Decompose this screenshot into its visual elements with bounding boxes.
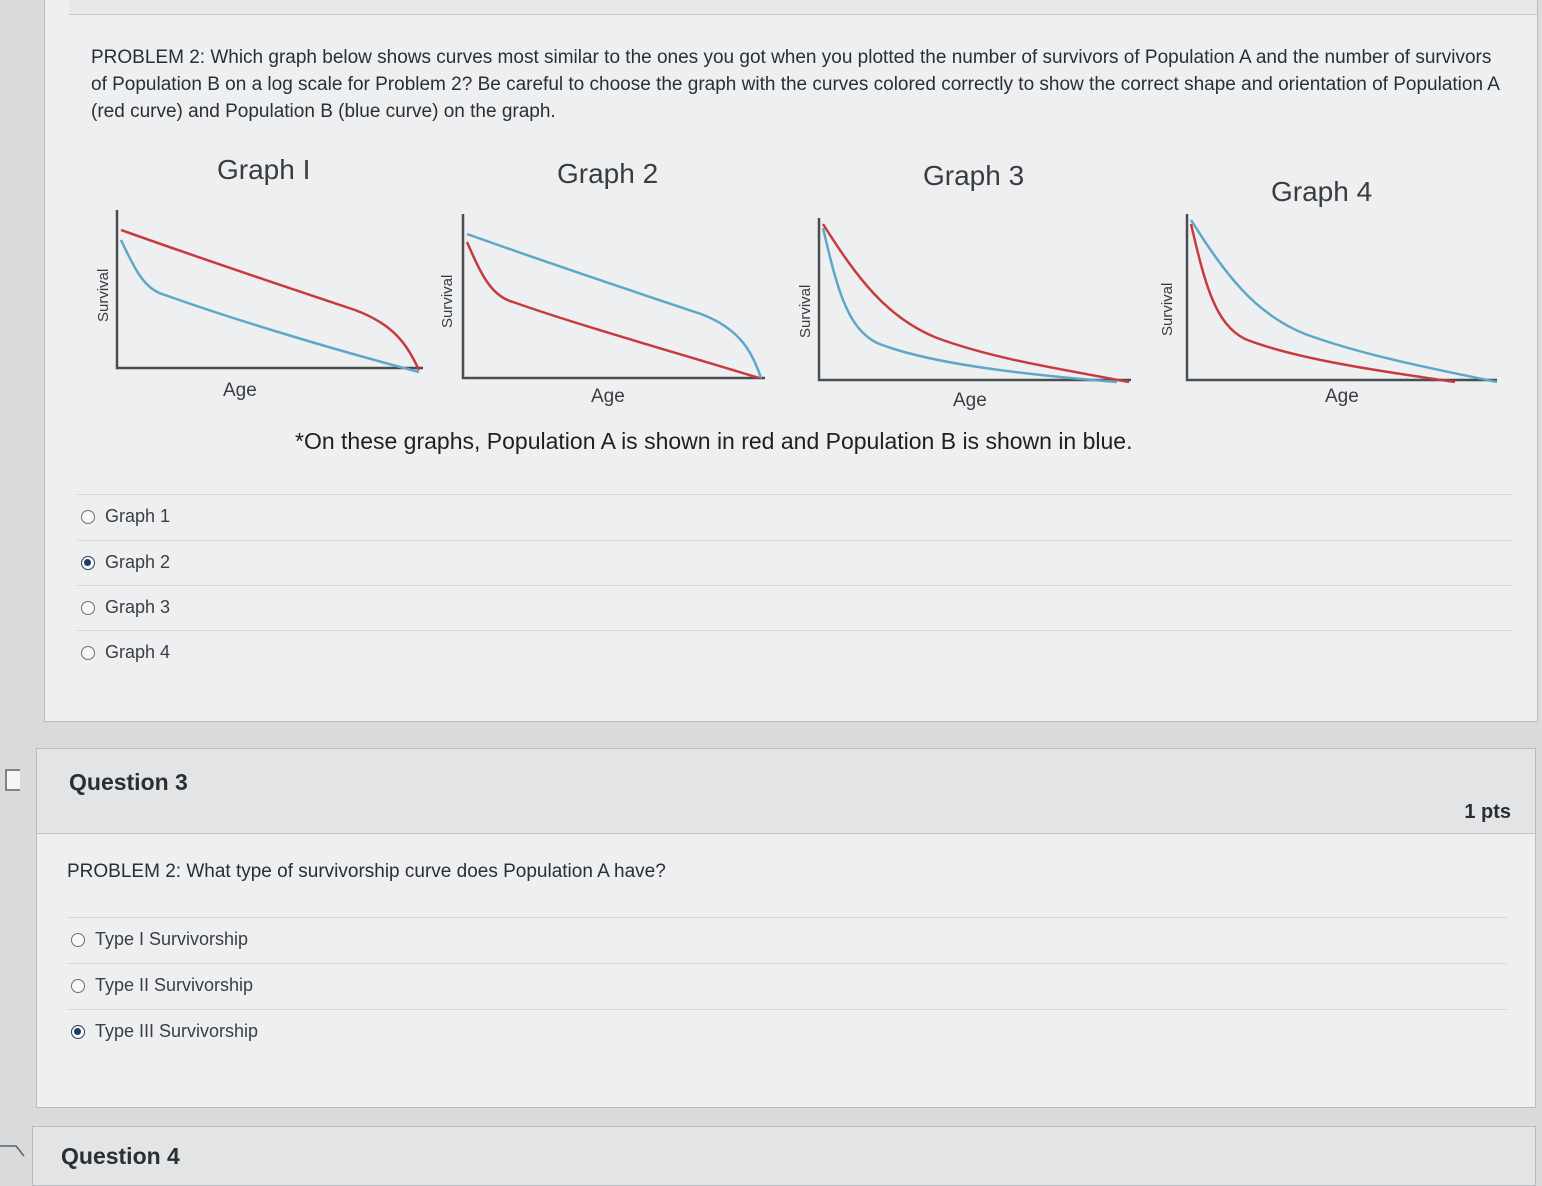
- graph-3-blue-curve: [823, 228, 1117, 382]
- answer-label: Graph 2: [105, 552, 171, 572]
- graph-1-plot: [115, 210, 425, 370]
- radio-type-3[interactable]: [71, 1025, 85, 1039]
- graph-3-xlabel: Age: [953, 390, 987, 411]
- graph-4-ylabel: Survival: [1159, 282, 1176, 336]
- radio-graph-2[interactable]: [81, 556, 95, 570]
- question-4-title: Question 4: [61, 1143, 180, 1169]
- question-3-header: [37, 749, 1535, 834]
- answer-label: Graph 4: [105, 642, 171, 662]
- answer-option-type-3[interactable]: [67, 1009, 1507, 1053]
- graph-3-title: Graph 3: [923, 160, 1025, 191]
- question-4-flag-icon[interactable]: [0, 1144, 28, 1161]
- question-4-card: [32, 1126, 1536, 1186]
- question-3-points: 1 pts: [1464, 801, 1511, 823]
- question-3-card: [36, 748, 1536, 1108]
- graph-2-xlabel: Age: [591, 386, 625, 407]
- radio-graph-3[interactable]: [81, 601, 95, 615]
- graph-2-blue-curve: [467, 234, 761, 378]
- answer-label: Graph 1: [105, 506, 171, 526]
- question-3-flag-icon[interactable]: [4, 768, 20, 792]
- answer-option-graph-4[interactable]: [77, 630, 1513, 674]
- answer-label: Type II Survivorship: [95, 975, 254, 995]
- answer-label: Type III Survivorship: [95, 1021, 259, 1041]
- radio-type-2[interactable]: [71, 979, 85, 993]
- color-legend-note: *On these graphs, Population A is shown in red and Population B is shown in blue.: [295, 428, 1133, 454]
- graph-1-xlabel: Age: [223, 380, 257, 401]
- answer-option-graph-3[interactable]: [77, 585, 1513, 629]
- graph-2-ylabel: Survival: [439, 274, 456, 328]
- graph-4-title: Graph 4: [1271, 176, 1373, 207]
- radio-type-1[interactable]: [71, 933, 85, 947]
- graph-4-blue-curve: [1191, 220, 1497, 382]
- graph-2-title: Graph 2: [557, 158, 659, 189]
- graph-3-red-curve: [823, 224, 1129, 382]
- question-3-prompt: PROBLEM 2: What type of survivorship curve does Population A have?: [67, 861, 666, 882]
- graph-4-xlabel: Age: [1325, 386, 1359, 407]
- question-2-card: [44, 0, 1538, 722]
- answer-label: Graph 3: [105, 597, 171, 617]
- radio-graph-1[interactable]: [81, 510, 95, 524]
- answer-option-type-1[interactable]: [67, 917, 1507, 961]
- graph-3-ylabel: Survival: [797, 284, 814, 338]
- graph-1-ylabel: Survival: [95, 268, 112, 322]
- graph-1-title: Graph I: [217, 154, 311, 185]
- graph-2-red-curve: [467, 242, 759, 378]
- question-2-top-border: [69, 0, 1537, 15]
- graph-4-plot: [1185, 214, 1499, 384]
- answer-option-graph-2[interactable]: [77, 540, 1513, 584]
- answer-label: Type I Survivorship: [95, 929, 249, 949]
- graph-4-red-curve: [1191, 224, 1455, 382]
- graph-2-plot: [461, 214, 767, 380]
- graph-3-plot: [817, 218, 1133, 384]
- graph-1-blue-curve: [121, 240, 419, 372]
- answer-option-graph-1[interactable]: [77, 494, 1513, 538]
- answer-option-type-2[interactable]: [67, 963, 1507, 1007]
- question-2-prompt: PROBLEM 2: Which graph below shows curves most similar to the ones you got when you plotted the number of survivors of Population A and the number of survivors of Population B on a log scale for Problem 2? Be careful to choose the graph with the curves colored correctly to show the correct shape and orientation of Population A (red curve) and Population B (blue curve) on the graph.: [91, 47, 1499, 122]
- question-3-title: Question 3: [69, 769, 188, 795]
- radio-graph-4[interactable]: [81, 646, 95, 660]
- graph-1-red-curve: [121, 230, 419, 370]
